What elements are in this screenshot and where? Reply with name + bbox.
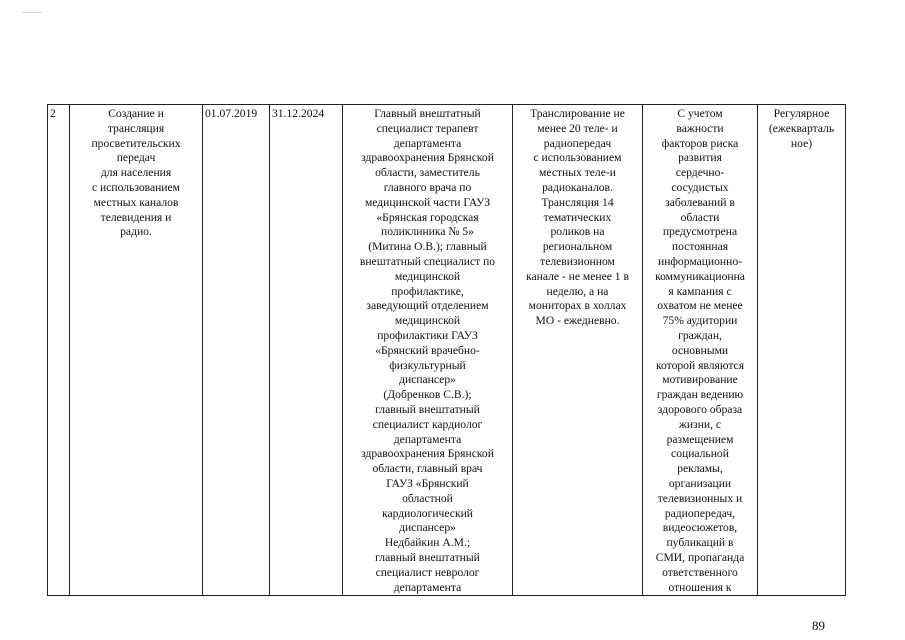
row-number: 2: [50, 107, 56, 120]
rationale-cell: [643, 105, 758, 596]
rationale-text: С учетом важности факторов риска развития сердечно- сосудистых заболеваний в области предусмотрена постоянная информационно- коммуникационна я кампания с охватом не менее 75% аудитории граждан, основными которой являются мотивирование граждан ведению здорового образа жизни, с размещением социальной рекламы, организации телевизионных и радиопередач, видеосюжетов, публикаций в СМИ, пропаганда ответственного отношения к: [655, 107, 745, 594]
scan-artifact: [22, 12, 42, 13]
start-date: 01.07.2019: [205, 107, 258, 120]
responsible-text: Главный внештатный специалист терапевт департамента здравоохранения Брянской области, заместитель главного врача по медицинской части ГАУЗ «Брянская городская поликлиника № 5» (Митина О.В.); главный внештатный специалист по медицинской профилактике, заведующий отделением медицинской профилактики ГАУЗ «Брянский врачебно- физкультурный диспансер» (Добренков С.В.); главный внештатный специалист кардиолог департамента здравоохранения Брянской области, главный врач ГАУЗ «Брянский областной кардиологический диспансер» Недбайкин А.М.; главный внештатный специалист невролог департамента: [359, 107, 496, 594]
page-number: 89: [812, 618, 825, 633]
responsible-cell: [343, 105, 513, 596]
table-row: [48, 105, 846, 596]
measures-table: [47, 104, 846, 596]
event-cell: [70, 105, 203, 596]
frequency-text: Регулярное (ежекварталь ное): [768, 107, 835, 150]
row-number-cell: [48, 105, 70, 596]
event-text: Создание и трансляция просветительских передач для населения с использованием местных каналов телевидения и радио.: [91, 107, 181, 239]
end-date-cell: [270, 105, 343, 596]
start-date-cell: [203, 105, 270, 596]
frequency-cell: [758, 105, 846, 596]
result-cell: [513, 105, 643, 596]
end-date: 31.12.2024: [272, 107, 325, 120]
result-text: Транслирование не менее 20 теле- и радиопередач с использованием местных теле-и радиоканалов. Трансляция 14 тематических роликов на региональном телевизионном канале - не менее 1 в неделю, а на мониторах в холлах МО - ежедневно.: [526, 107, 629, 328]
